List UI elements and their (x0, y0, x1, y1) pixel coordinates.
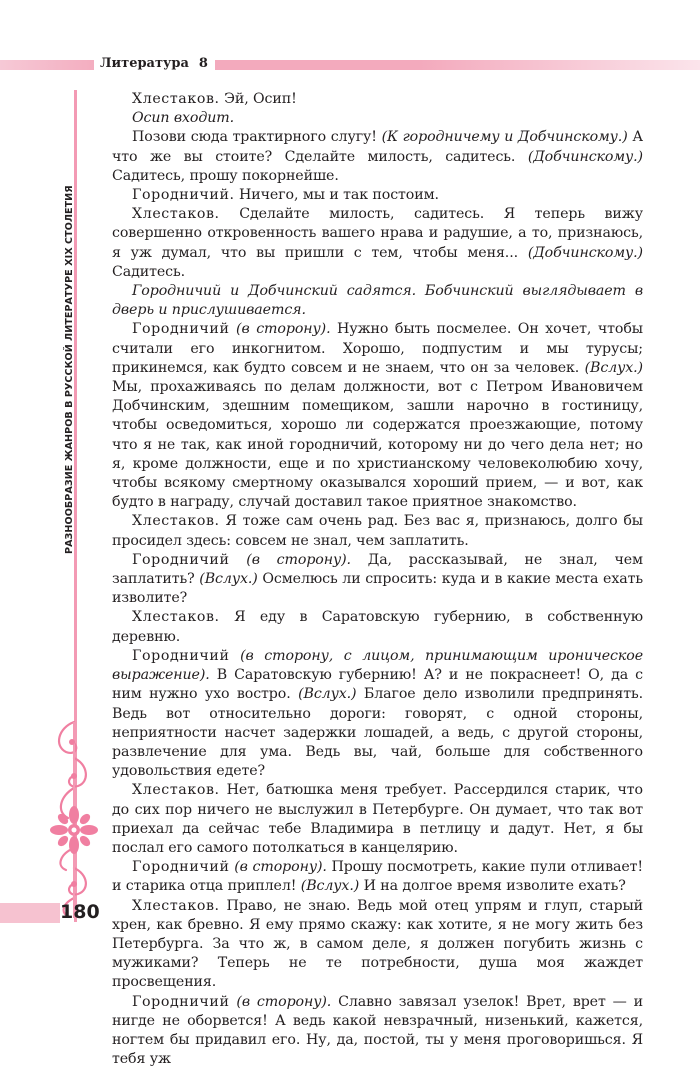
stage-direction: (Вслух.) (298, 686, 357, 703)
paragraph (112, 993, 643, 1069)
replica-text: Славно завязал узелок! Врет, врет — и нигде не оборвется! А ведь какой невзрачный, низенький, кажется, ногтем бы придавил его. Ну, да, постой, ты у меня проговоришься. Я тебя уж (112, 993, 644, 1068)
stage-direction: (Вслух.) (300, 878, 360, 895)
paragraph (112, 897, 643, 993)
stage-direction: (в сторону). (229, 551, 351, 568)
paragraph (112, 205, 643, 282)
replica-text: Мы, прохаживаясь по делам должности, вот с Петром Ивановичем Добчинским, здешним помещиком, зашли нарочно в гостиницу, чтобы осведомиться, хорошо ли содержатся проезжающие, потому что я не так, как иной городничий, которому ни до чего дела нет; но я, кроме должности, еще и по христианскому человеколюбию хочу, чтобы всякому смертному оказывался хороший прием, — и вот, как будто в награду, случай доставил такое приятное знакомство. (112, 379, 643, 511)
paragraph (112, 186, 643, 205)
page-body (112, 90, 643, 1069)
stage-direction: (в сторону, с лицом, принимающим ироническое выражение). (112, 647, 643, 684)
speaker-name: Хлестаков. (132, 91, 220, 107)
paragraph (112, 858, 643, 896)
paragraph (112, 282, 643, 320)
stage-direction: (Вслух.) (584, 359, 643, 376)
speaker-name: Хлестаков. (132, 206, 220, 223)
paragraph (112, 90, 643, 109)
speaker-name: Хлестаков. (132, 897, 220, 914)
section-title-text: РАЗНООБРАЗИЕ ЖАНРОВ В РУССКОЙ ЛИТЕРАТУРЕ XIX СТОЛЕТИЯ (64, 185, 75, 554)
stage-direction: (Добчинскому.) (527, 244, 643, 261)
speaker-name: Хлестаков. (132, 782, 220, 799)
floral-ornament-icon (40, 718, 100, 918)
speaker-name: Городничий. (132, 187, 235, 204)
page-number: 180 (60, 901, 100, 923)
speaker-name: Городничий (132, 993, 230, 1010)
book-subject: Литература (100, 56, 189, 71)
speaker-name: Городничий (132, 321, 230, 338)
stage-direction: (Добчинскому.) (527, 148, 643, 165)
stage-direction: (Вслух.) (199, 571, 258, 588)
replica-text: Осмелюсь ли спросить: куда и в какие места ехать изволите? (112, 571, 643, 607)
paragraph (112, 781, 643, 858)
replica-text: И на долгое время изволите ехать? (359, 878, 626, 895)
paragraph (112, 512, 643, 550)
stage-direction: (в сторону). (229, 321, 331, 338)
speaker-name: Хлестаков. (132, 609, 220, 626)
paragraph (112, 128, 643, 186)
stage-direction: (в сторону). (229, 993, 332, 1010)
paragraph (112, 320, 643, 512)
paragraph (112, 109, 643, 128)
replica-text: А что же вы стоите? Сделайте милость, садитесь. (112, 129, 643, 165)
replica-text: Ничего, мы и так постоим. (234, 187, 439, 204)
replica-text: Позови сюда трактирного слугу! (132, 129, 382, 146)
replica-text: Сделайте милость, садитесь. Я теперь вижу совершенно откровенность вашего нрава и радушие, а то, признаюсь, я уж думал, что вы пришли с тем, чтобы меня... (112, 206, 643, 261)
replica-text: Нужно быть посмелее. Он хочет, чтобы считали его инкогнитом. Хорошо, подпустим и мы турусы; прикинемся, как будто совсем и не знаем, что он за человек. (112, 321, 643, 376)
paragraph (112, 551, 643, 609)
replica-text: Я еду в Саратовскую губернию, в собственную деревню. (112, 609, 643, 645)
paragraph (112, 608, 643, 646)
speaker-name: Городничий (132, 859, 230, 876)
speaker-name: Городничий (132, 647, 230, 664)
replica-text: Садитесь. (112, 263, 186, 280)
running-header (94, 54, 215, 74)
stage-direction: Городничий и Добчинский садятся. Бобчинский выглядывает в дверь и прислушивается. (112, 283, 643, 319)
replica-text: Да, рассказывай, не знал, чем заплатить? (112, 551, 643, 588)
stage-direction: (в сторону). (229, 859, 327, 876)
replica-text: Благое дело изволили предпринять. Ведь вот относительно дороги: говорят, с одной стороны, неприятности насчет задержки лошадей, а ведь, с другой стороны, развлечение для ума. Ведь вы, чай, больше для собственного удовольствия едете? (112, 686, 643, 780)
replica-text: Садитесь, прошу покорнейше. (112, 167, 339, 184)
paragraph (112, 647, 643, 781)
book-grade: 8 (198, 56, 208, 71)
speaker-name: Хлестаков. (132, 513, 220, 530)
replica-text: Я тоже сам очень рад. Без вас я, признаюсь, долго бы просидел здесь: совсем не знал, чем заплатить. (112, 513, 643, 549)
replica-text: В Саратовскую губернию! А? и не покраснеет! О, да с ним нужно ухо востро. (112, 667, 643, 703)
replica-text: Прошу посмотреть, какие пули отливает! и старика отца приплел! (112, 859, 644, 895)
stage-direction: (К городничему и Добчинскому.) (381, 129, 628, 146)
speaker-name: Городничий (132, 551, 230, 568)
page-number-bar (0, 903, 60, 923)
replica-text: Эй, Осип! (219, 91, 297, 107)
replica-text: Право, не знаю. Ведь мой отец упрям и глуп, старый хрен, как бревно. Я ему прямо скажу: как хотите, я не могу жить без Петербурга. За что ж, в самом деле, я должен погубить жизнь с мужиками? Теперь не те потребности, душа моя жаждет просвещения. (112, 897, 643, 991)
replica-text: Нет, батюшка меня требует. Рассердился старик, что до сих пор ничего не выслужил в Петербурге. Он думает, что так вот приехал да сейчас тебе Владимира в петлицу и дадут. Нет, я бы послал его самого потолкаться в канцелярию. (112, 782, 643, 856)
stage-direction: Осип входит. (132, 110, 235, 127)
